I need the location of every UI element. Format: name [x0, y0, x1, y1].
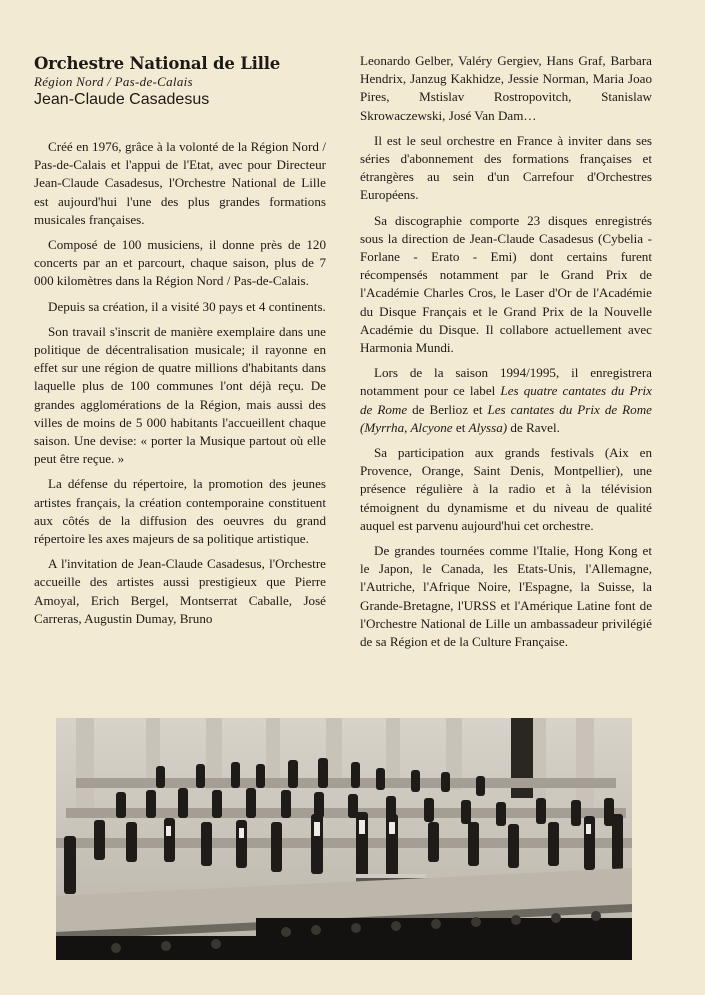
recordings-text-a: Lors de la saison 1994/1995, il enregistrera notamment pour ce label [360, 365, 652, 399]
recordings-title-ravel: Les cantates du Prix de Rome (Myrrha, Alcyone [360, 401, 652, 435]
right-column [360, 52, 652, 658]
orchestra-title: Orchestre National de Lille [34, 54, 281, 73]
recordings-text-e: et [452, 419, 469, 435]
paragraph-recordings [360, 364, 652, 437]
recordings-title-berlioz: Les quatre cantates du Prix de Rome [360, 383, 652, 417]
left-column [34, 54, 326, 635]
orchestra-photo [56, 718, 632, 960]
paragraph-creation: Créé en 1976, grâce à la volonté de la Région Nord / Pas-de-Calais et l'appui de l'Etat, avec pour Directeur Jean-Claude Casadesus, l'Orchestre National de Lille est aujourd'hui l'une des plus grandes formations musicales françaises. [34, 139, 326, 227]
paragraph-countries: Depuis sa création, il a visité 30 pays et 4 continents. [48, 298, 326, 314]
paragraph-decentralisation: Son travail s'inscrit de manière exemplaire dans une politique de décentralisation musicale; il rayonne en effet sur une région de quatre millions d'habitants dans laquelle plus de 100 communes l'ont déjà reçu. De grandes agglomérations de la Région, mais aussi des villes de moins de 5 000 habitants l'accueillent chaque saison. Une devise: « porter la Musique partout où elle peut être reçue. » [34, 323, 326, 467]
paragraph-european-orchestras: Il est le seul orchestre en France à inviter dans ses séries d'abonnement des formations françaises et étrangères au sein d'un Carrefour d'Orchestres Européens. [360, 132, 652, 203]
paragraph-repertoire: La défense du répertoire, la promotion des jeunes artistes français, la création contemporaine constituent aux côtés de la diffusion des oeuvres du grand répertoire les axes majeurs de sa politique artistique. [34, 476, 326, 547]
paragraph-tours: De grandes tournées comme l'Italie, Hong Kong et le Japon, le Canada, les Etats-Unis, l'Allemagne, l'Autriche, l'Afrique Noire, l'Espagne, la Suisse, la Grande-Bretagne, l'URSS et l'Amérique Latine font de l'Orchestre National de Lille un ambassadeur privilégié de sa Région et de la Culture Française. [360, 543, 652, 650]
paragraph-invited-artists: A l'invitation de Jean-Claude Casadesus, l'Orchestre accueille des artistes aussi prestigieux que Pierre Amoyal, Erich Bergel, Montserrat Caballe, José Carreras, Augustin Dumay, Bruno [34, 556, 326, 626]
paragraph-discography: Sa discographie comporte 23 disques enregistrés sous la direction de Jean-Claude Casadesus (Cybelia - Forlane - Erato - Emi) dont certains furent récompensés notamment par le Grand Prix de l'Académie Charles Cros, le Laser d'Or de l'Académie du Disque Français et le Grand Prix de la Nouvelle Académie du Disque. Il collabore actuellement avec Harmonia Mundi. [360, 212, 652, 356]
region-subtitle: Région Nord / Pas-de-Calais [34, 74, 193, 89]
conductor-name: Jean-Claude Casadesus [34, 91, 210, 108]
paragraph-festivals: Sa participation aux grands festivals (Aix en Provence, Orange, Saint Denis, Montpellier), une présence régulière à la radio et à la télévision témoignent du dynamisme et du niveau de qualité auquel est parvenu aujourd'hui cet orchestre. [360, 445, 652, 533]
paragraph-musicians: Composé de 100 musiciens, il donne près de 120 concerts par an et parcourt, chaque saison, plus de 7 000 kilomètres dans la Région Nord / Pas-de-Calais. [34, 237, 326, 289]
recordings-text-c: de Berlioz et [407, 401, 488, 417]
paragraph-artists-continued: Leonardo Gelber, Valéry Gergiev, Hans Graf, Barbara Hendrix, Janzug Kakhidze, Jessie Norman, Maria Joao Pires, Mstislav Rostropovitch, Stanislaw Skrowaczewski, José Van Dam… [360, 53, 652, 123]
recordings-title-alyssa: Alyssa) [468, 419, 508, 435]
recordings-text-g: de Ravel. [507, 419, 560, 435]
